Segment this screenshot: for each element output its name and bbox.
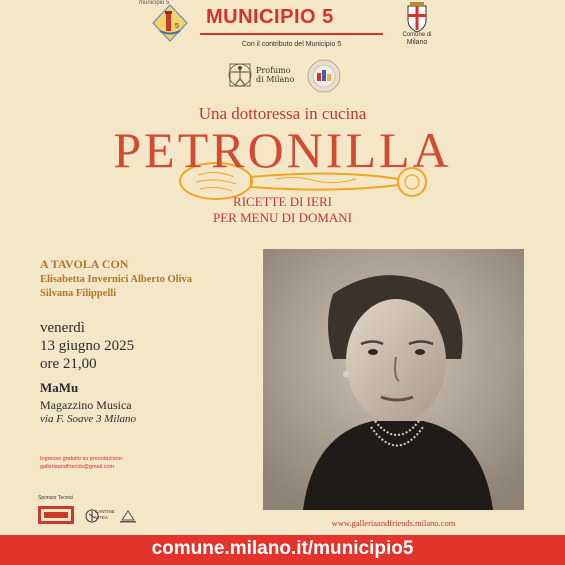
booking-line1: Ingresso gratuito su prenotazione: <box>40 456 124 462</box>
profumo-di-milano-logo <box>256 66 294 84</box>
guest-list <box>40 273 192 301</box>
svg-text:5: 5 <box>175 23 179 30</box>
booking-info <box>40 455 123 471</box>
venue-address: via F. Soave 3 Milano <box>40 413 137 425</box>
date-block <box>40 319 134 373</box>
booking-email[interactable]: galleriaandfriends@gmail.com <box>40 464 115 470</box>
venue-short-name: MaMu <box>40 380 79 395</box>
event-tagline <box>0 194 565 226</box>
website-link[interactable]: www.galleriaandfriends.milano.com <box>331 518 456 528</box>
event-day: venerdì <box>40 320 85 336</box>
sponsor-1-logo <box>38 506 74 524</box>
with-label: A TAVOLA CON <box>40 257 129 271</box>
guest-line1: Elisabetta Invernici Alberto Oliva <box>40 274 192 285</box>
milano-label <box>397 32 437 46</box>
municipio-logo-caption: municipio 5 <box>139 0 170 6</box>
sponsor-2-line1: CANTINE <box>95 509 115 514</box>
event-subtitle: Una dottoressa in cucina <box>198 104 367 123</box>
milano-label-line2: Milano <box>406 39 428 46</box>
vitruvian-man-icon <box>227 60 253 90</box>
profumo-line2: di Milano <box>256 75 295 84</box>
profumo-line1: Profumo <box>256 66 291 75</box>
event-date: 13 giugno 2025 <box>40 338 135 354</box>
sponsor-3-logo <box>118 508 138 524</box>
event-title: PETRONILLA <box>113 122 452 178</box>
sponsor-2-line2: VITEA <box>95 515 109 520</box>
header-divider <box>200 33 383 35</box>
venue-full-name: Magazzino Musica <box>40 398 132 412</box>
footer-url[interactable]: comune.milano.it/municipio5 <box>151 538 414 559</box>
contribution-note: Con il contributo del Municipio 5 <box>241 41 342 48</box>
sponsor-label: Sponsor Tecnici <box>38 495 74 501</box>
sponsor-2-name <box>95 509 115 521</box>
municipio-5-logo <box>152 4 188 42</box>
municipio-title: MUNICIPIO 5 <box>206 6 334 28</box>
tagline-line2: PER MENU DI DOMANI <box>212 210 353 225</box>
event-time: ore 21,00 <box>40 356 97 372</box>
guest-line2: Silvana Filippelli <box>40 288 117 299</box>
petronilla-portrait-photo <box>263 249 524 510</box>
milano-crest-icon <box>404 2 430 34</box>
galleria-and-friends-badge-icon <box>307 59 341 93</box>
tagline-line1: RICETTE DI IERI <box>233 194 332 209</box>
milano-label-line1: Comune di <box>402 32 432 38</box>
